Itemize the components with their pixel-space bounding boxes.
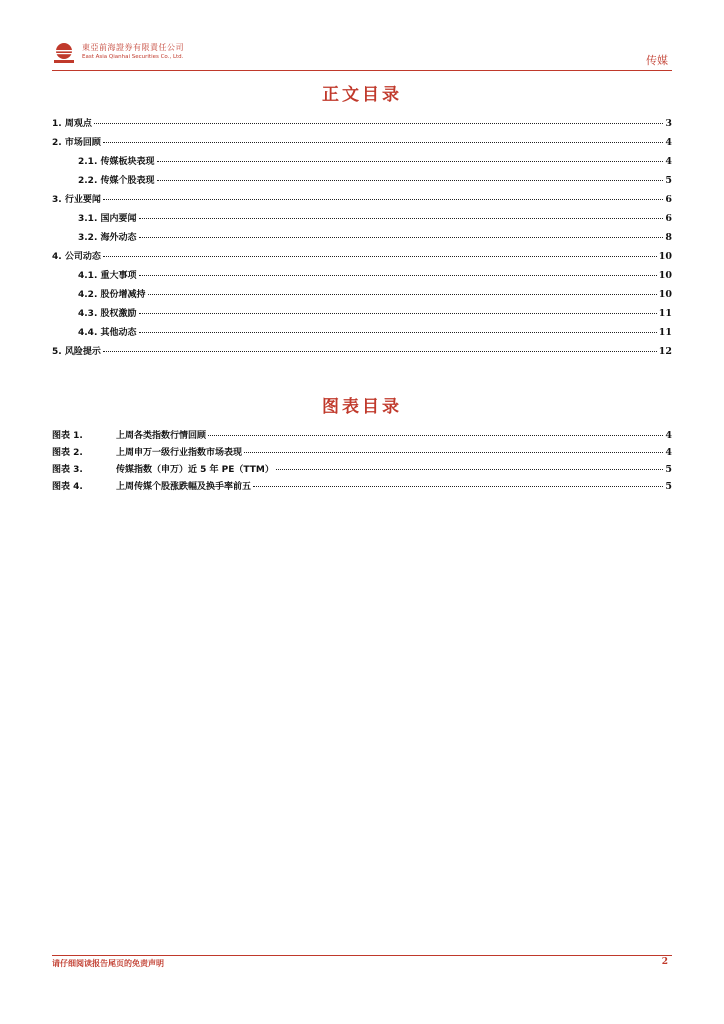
figure-page: 4 [665,447,672,458]
toc-entry-label: 4.1. 重大事项 [78,271,137,281]
toc-entry[interactable] [52,116,672,130]
toc-subentry[interactable] [78,230,672,244]
toc-title: 正文目录 [322,85,402,105]
toc-entry-page: 5 [665,175,672,186]
leader-dots [276,469,664,470]
toc-entry-label: 3. 行业要闻 [52,195,101,205]
leader-dots [103,351,657,352]
leader-dots [94,123,664,124]
toc-entry[interactable] [52,249,672,263]
toc-entry-label: 4.3. 股权激励 [78,309,137,319]
company-logo-icon [52,42,76,64]
disclaimer-note: 请仔细阅读报告尾页的免责声明 [52,959,164,968]
figure-page: 4 [665,430,672,441]
figure-number: 图表 3. [52,465,83,475]
figure-list-title: 图表目录 [322,397,402,417]
toc-entry-page: 12 [658,346,672,357]
figure-caption: 上周传媒个股涨跌幅及换手率前五 [116,482,252,492]
toc-entry-page: 10 [658,270,672,281]
leader-dots [103,256,657,257]
leader-dots [148,294,657,295]
toc-entry-page: 3 [665,118,672,129]
figure-caption: 上周各类指数行情回顾 [116,431,207,441]
leader-dots [157,180,664,181]
page-header [52,38,672,72]
figure-caption: 上周申万一级行业指数市场表现 [116,448,243,458]
toc-entry-label: 4.4. 其他动态 [78,328,137,338]
sector-label: 传媒 [646,54,668,67]
toc-subentry[interactable] [78,268,672,282]
toc-subentry[interactable] [78,154,672,168]
leader-dots [139,275,657,276]
company-name-en: East Asia Qianhai Securities Co., Ltd. [82,54,184,60]
footer-divider [52,955,672,956]
figure-page: 5 [665,481,672,492]
toc-subentry[interactable] [78,325,672,339]
toc-entry-page: 10 [658,251,672,262]
leader-dots [244,452,663,453]
toc-subentry[interactable] [78,287,672,301]
toc-entry[interactable] [52,192,672,206]
toc-entry-label: 1. 周观点 [52,119,92,129]
figure-page: 5 [665,464,672,475]
toc-subentry[interactable] [78,173,672,187]
toc-entry-label: 3.2. 海外动态 [78,233,137,243]
company-name-cn: 東亞前海證券有限責任公司 [82,43,184,52]
figure-entry[interactable] [52,479,672,493]
toc-entry-page: 11 [658,308,672,319]
leader-dots [139,332,657,333]
toc-entry-label: 3.1. 国内要闻 [78,214,137,224]
figure-caption: 传媒指数（申万）近 5 年 PE（TTM） [116,465,274,475]
figure-entry[interactable] [52,462,672,476]
leader-dots [139,313,657,314]
header-divider [52,70,672,71]
toc-entry-label: 2.1. 传媒板块表现 [78,157,155,167]
toc-entry-page: 6 [665,194,672,205]
toc-subentry[interactable] [78,306,672,320]
leader-dots [253,486,663,487]
page-number: 2 [661,957,668,967]
toc-entry-page: 11 [658,327,672,338]
figure-number: 图表 2. [52,448,83,458]
leader-dots [139,237,664,238]
toc-subentry[interactable] [78,211,672,225]
toc-entry-label: 4. 公司动态 [52,252,101,262]
leader-dots [103,199,664,200]
toc-entry-page: 4 [665,137,672,148]
toc-entry[interactable] [52,344,672,358]
figure-entry[interactable] [52,428,672,442]
toc-entry[interactable] [52,135,672,149]
leader-dots [103,142,664,143]
toc-entry-label: 2.2. 传媒个股表现 [78,176,155,186]
figure-entry[interactable] [52,445,672,459]
toc-entry-page: 6 [665,213,672,224]
leader-dots [208,435,663,436]
leader-dots [139,218,664,219]
toc-entry-page: 4 [665,156,672,167]
figure-number: 图表 4. [52,482,83,492]
toc-entry-label: 2. 市场回顾 [52,138,101,148]
leader-dots [157,161,664,162]
figure-number: 图表 1. [52,431,83,441]
toc-entry-label: 4.2. 股份增减持 [78,290,146,300]
toc-entry-page: 8 [665,232,672,243]
toc-entry-label: 5. 风险提示 [52,347,101,357]
toc-entry-page: 10 [658,289,672,300]
